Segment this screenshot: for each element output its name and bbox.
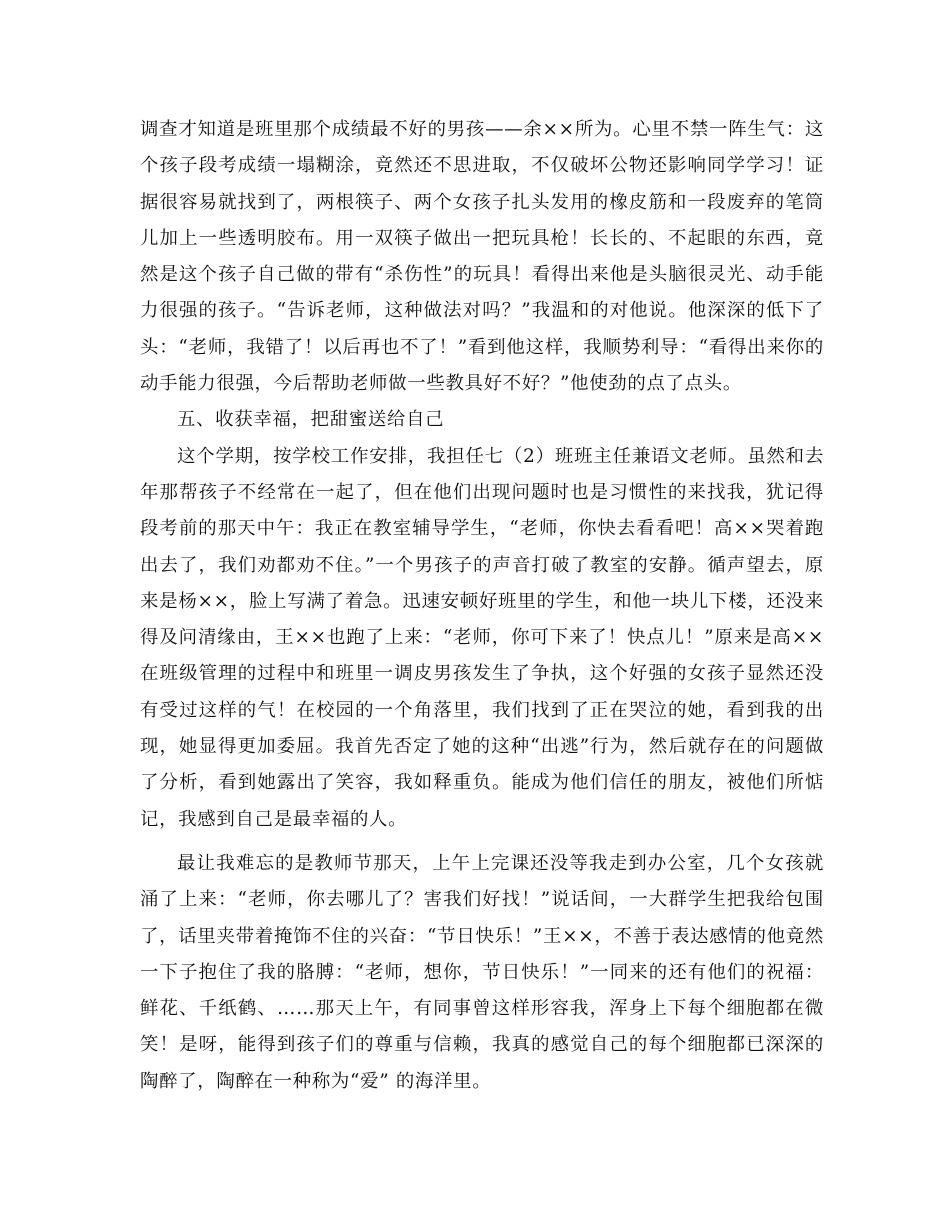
section-heading-5: 五、收获幸福，把甜蜜送给自己 xyxy=(177,409,445,431)
paragraph-3: 最让我难忘的是教师节那天，上午上完课还没等我走到办公室，几个女孩就涌了上来：“老师，你去哪儿了？害我们好找！”说话间，一大群学生把我给包围了，话里夹带着掩饰不住的兴奋：“节日快乐！”王××，不善于表达感情的他竟然一下子抱住了我的胳膊：“老师，想你，节日快乐！”一同来的还有他们的祝福：鲜花、千纸鹤、……那天上午，有同事曾这样形容我，浑身上下每个细胞都在微笑！是呀，能得到孩子们的尊重与信赖，我真的感觉自己的每个细胞都已深深的陶醉了，陶醉在一种称为“爱” 的海洋里。 xyxy=(140,852,824,1092)
document-body xyxy=(140,112,824,1100)
paragraph-1: 调查才知道是班里那个成绩最不好的男孩——余××所为。心里不禁一阵生气：这个孩子段考成绩一塌糊涂，竟然还不思进取，不仅破坏公物还影响同学学习！证据很容易就找到了，两根筷子、两个女孩子扎头发用的橡皮筋和一段废弃的笔筒儿加上一些透明胶布。用一双筷子做出一把玩具枪！长长的、不起眼的东西，竟然是这个孩子自己做的带有“杀伤性”的玩具！看得出来他是头脑很灵光、动手能力很强的孩子。“告诉老师，这种做法对吗？”我温和的对他说。他深深的低下了头：“老师，我错了！以后再也不了！”看到他这样，我顺势利导：“看得出来你的动手能力很强，今后帮助老师做一些教具好不好？”他使劲的点了点头。 xyxy=(140,119,824,395)
paragraph-2: 这个学期，按学校工作安排，我担任七（2）班班主任兼语文老师。虽然和去年那帮孩子不经常在一起了，但在他们出现问题时也是习惯性的来找我，犹记得段考前的那天中午：我正在教室辅导学生，“老师，你快去看看吧！高××哭着跑出去了，我们劝都劝不住。”一个男孩子的声音打破了教室的安静。循声望去，原来是杨××，脸上写满了着急。迅速安顿好班里的学生，和他一块儿下楼，还没来得及问清缘由，王××也跑了上来：“老师，你可下来了！快点儿！”原来是高××在班级管理的过程中和班里一调皮男孩发生了争执，这个好强的女孩子显然还没有受过这样的气！在校园的一个角落里，我们找到了正在哭泣的她，看到我的出现，她显得更加委屈。我首先否定了她的这种“出逃”行为，然后就存在的问题做了分析，看到她露出了笑容，我如释重负。能成为他们信任的朋友，被他们所惦记，我感到自己是最幸福的人。 xyxy=(140,445,824,830)
